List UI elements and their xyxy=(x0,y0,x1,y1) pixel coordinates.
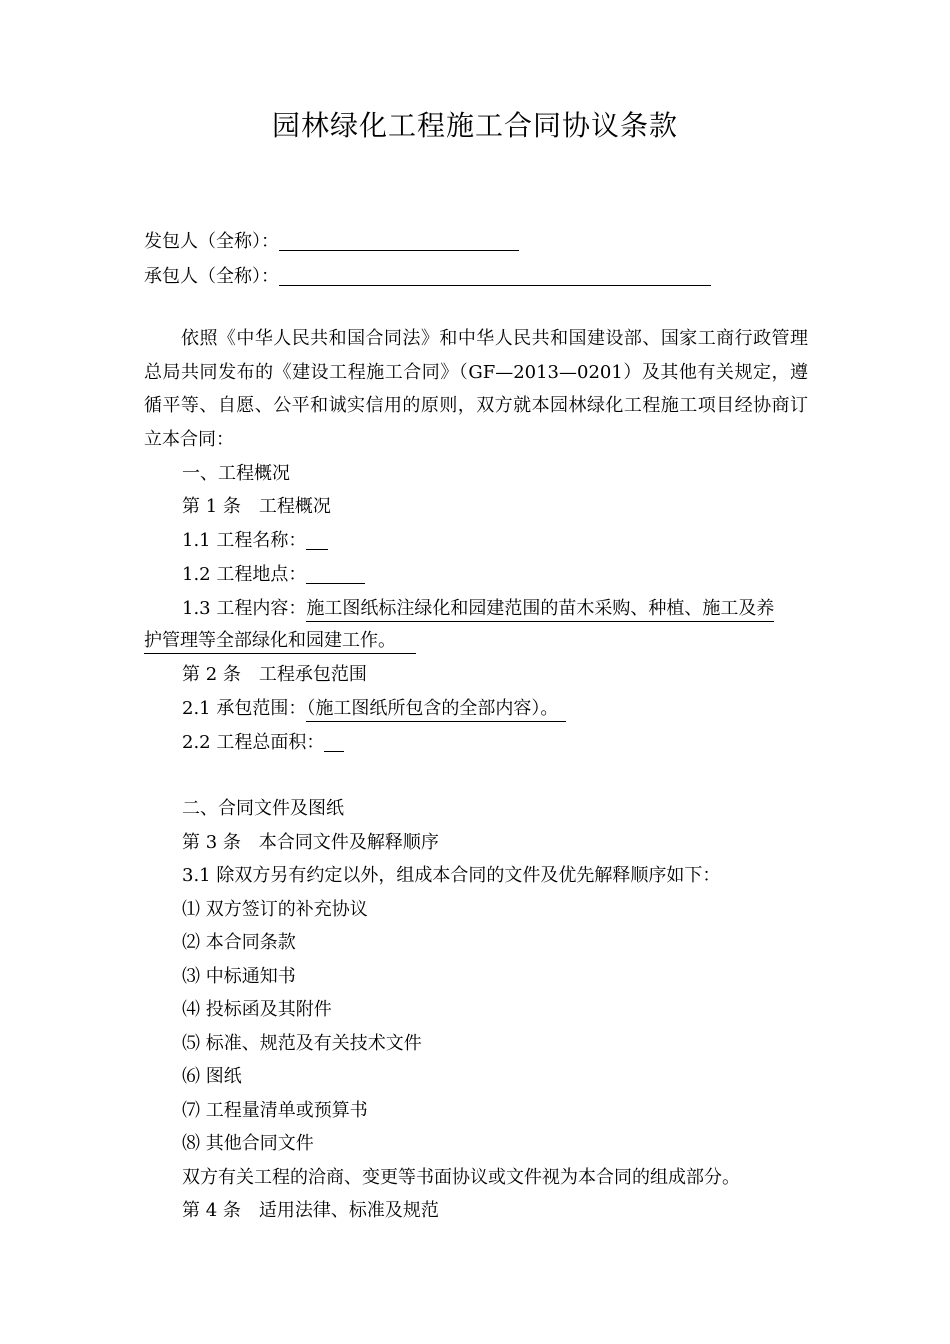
page-title: 园林绿化工程施工合同协议条款 xyxy=(271,109,678,142)
project-name-blank[interactable] xyxy=(306,529,328,550)
article-4: 第 4 条 适用法律、标准及规范 xyxy=(182,1200,439,1221)
employer-label: 发包人（全称）： xyxy=(144,231,279,252)
item-1-1 xyxy=(182,528,328,554)
article-2: 第 2 条 工程承包范围 xyxy=(182,664,367,685)
contractor-blank[interactable] xyxy=(279,265,711,286)
item-1-3-label: 1.3 工程内容： xyxy=(182,598,307,619)
item-3-1: 3.1 除双方另有约定以外，组成本合同的文件及优先解释顺序如下： xyxy=(182,865,721,886)
list-item: ⑸ 标准、规范及有关技术文件 xyxy=(182,1033,422,1054)
article-3: 第 3 条 本合同文件及解释顺序 xyxy=(182,832,439,853)
item-2-2-label: 2.2 工程总面积： xyxy=(182,732,325,753)
list-item: ⑻ 其他合同文件 xyxy=(182,1133,314,1154)
intro-paragraph: 依照《中华人民共和国合同法》和中华人民共和国建设部、国家工商行政管理总局共同发布的《建设工程施工合同》（GF—2013—0201）及其他有关规定，遵循平等、自愿、公平和诚实信用的原则，双方就本园林绿化工程施工项目经协商订立本合同： xyxy=(144,328,808,450)
item-2-1-value: （施工图纸所包含的全部内容）。 xyxy=(306,698,566,722)
project-location-blank[interactable] xyxy=(306,563,365,584)
article-1: 第 1 条 工程概况 xyxy=(182,496,331,517)
total-area-blank[interactable] xyxy=(324,731,344,752)
item-1-3-value-line2: 护管理等全部绿化和园建工作。 xyxy=(144,630,416,654)
list-item: ⑴ 双方签订的补充协议 xyxy=(182,899,368,920)
item-1-3-value-line1: 施工图纸标注绿化和园建范围的苗木采购、种植、施工及养 xyxy=(306,598,774,622)
section1-heading: 一、工程概况 xyxy=(182,463,290,484)
list-item: ⑷ 投标函及其附件 xyxy=(182,999,332,1020)
item-1-1-label: 1.1 工程名称： xyxy=(182,530,307,551)
list-item: ⑶ 中标通知书 xyxy=(182,966,296,987)
item-1-3-cont xyxy=(144,628,416,654)
item-1-3 xyxy=(182,596,774,622)
list-item: ⑹ 图纸 xyxy=(182,1066,242,1087)
list-item: ⑵ 本合同条款 xyxy=(182,932,296,953)
section2-heading: 二、合同文件及图纸 xyxy=(182,798,344,819)
list-item: ⑺ 工程量清单或预算书 xyxy=(182,1100,368,1121)
contractor-line xyxy=(144,264,711,290)
employer-line xyxy=(144,229,519,255)
item-1-2 xyxy=(182,562,365,588)
item-2-1 xyxy=(182,696,566,722)
item-2-1-label: 2.1 承包范围： xyxy=(182,698,307,719)
employer-blank[interactable] xyxy=(279,230,519,251)
item-1-2-label: 1.2 工程地点： xyxy=(182,564,307,585)
contractor-label: 承包人（全称）： xyxy=(144,266,279,287)
closing-sentence: 双方有关工程的洽商、变更等书面协议或文件视为本合同的组成部分。 xyxy=(182,1167,740,1188)
item-2-2 xyxy=(182,730,344,756)
